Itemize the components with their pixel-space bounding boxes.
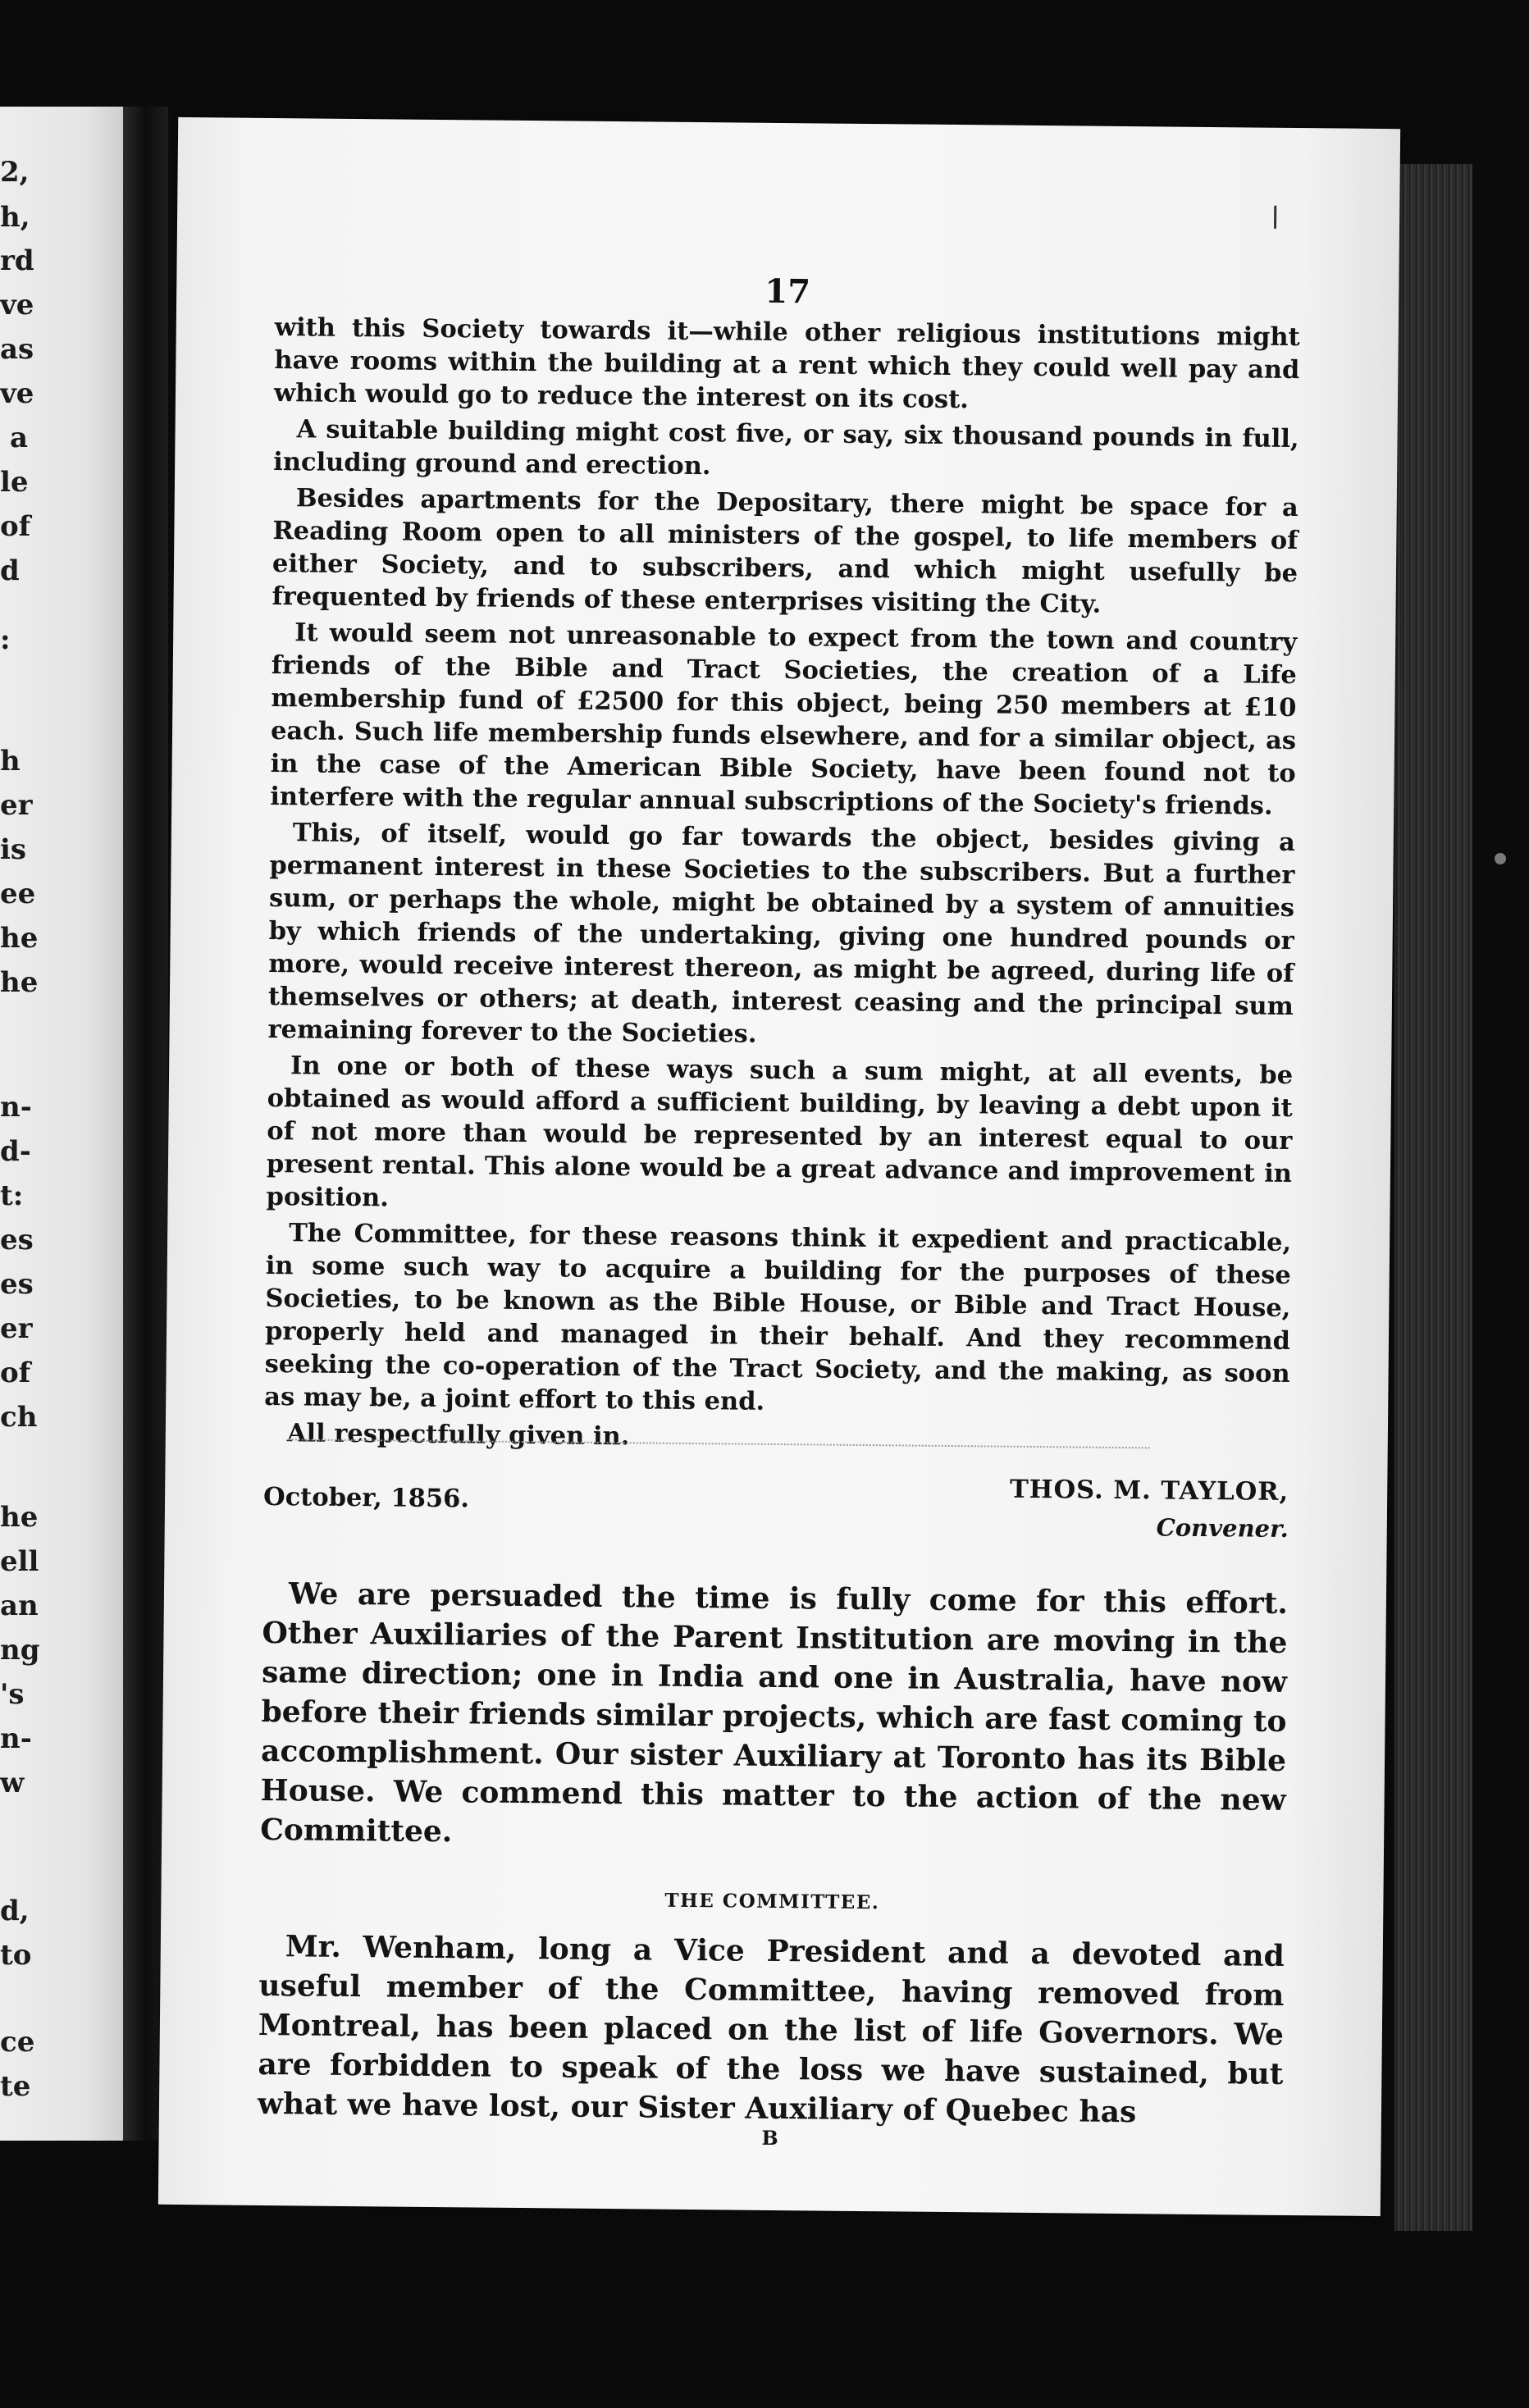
fragment: he bbox=[0, 1501, 39, 1534]
fragment: as bbox=[0, 333, 34, 366]
fragment: is bbox=[0, 833, 27, 866]
fragment: ell bbox=[0, 1545, 39, 1578]
report-signature bbox=[262, 1467, 1289, 1559]
signatory-name: THOS. M. TAYLOR, bbox=[1009, 1474, 1289, 1507]
fragment: an bbox=[0, 1589, 39, 1622]
page-number: 17 bbox=[764, 271, 811, 312]
report-paragraph: Besides apartments for the Depositary, there might be space for a Reading Room open to all ministers of the gospel, to life members of either Society, and to subscribers, and which might usefully be frequented by friends of these enterprises visiting the City. bbox=[272, 483, 1299, 619]
page-17 bbox=[158, 117, 1400, 2216]
report-paragraph: This, of itself, would go far towards the object, besides giving a permanent interest in these Societies to the subscribers. But a further sum, or perhaps the whole, might be obtained by a system of annuities by which friends of the undertaking, giving one hundred pounds or more, would receive interest thereon, as might be agreed, during life of themselves or others; at death, interest ceasing and the principal sum remaining forever to the Societies. bbox=[267, 818, 1295, 1049]
fragment: te bbox=[0, 2070, 31, 2103]
fragment: ce bbox=[0, 2026, 35, 2059]
fragment: he bbox=[0, 922, 39, 955]
fragment: ve bbox=[0, 377, 34, 410]
committee-paragraph: Mr. Wenham, long a Vice President and a devoted and useful member of the Committee, having removed from Montreal, has been placed on the list of life Governors. We are forbidden to speak of the loss we have sustained, but what we have lost, our Sister Auxiliary of Quebec has bbox=[257, 1929, 1285, 2130]
fragment: ee bbox=[0, 878, 36, 910]
report-paragraph: The Committee, for these reasons think it expedient and practicable, in some such way to acquire a building for the purposes of these Societies, to be known as the Bible House, or Bible and Tract House, properly held and managed in their behalf. And they recommend seeking the co-operation of the Tract Society, and the making, as soon as may be, a joint effort to this end. bbox=[264, 1218, 1292, 1416]
committee-report-text bbox=[264, 311, 1300, 1462]
fragment: he bbox=[0, 966, 39, 999]
fragment: d, bbox=[0, 1895, 30, 1927]
fragment: of bbox=[0, 510, 31, 543]
fragment: 2, bbox=[0, 156, 30, 189]
commentary-section bbox=[260, 1574, 1288, 1859]
committee-section bbox=[258, 1927, 1285, 2133]
fragment: : bbox=[0, 623, 11, 656]
fragment: h bbox=[0, 745, 21, 778]
report-paragraph: In one or both of these ways such a sum might, at all events, be obtained as would afford a sufficient building, by leaving a debt upon it of not more than would be represented by an interest equal to our present rental. This alone would be a great advance and improvement in position. bbox=[266, 1051, 1294, 1213]
previous-page-text-fragments bbox=[0, 107, 123, 2141]
section-heading: THE COMMITTEE. bbox=[664, 1889, 880, 1914]
fragment: w bbox=[0, 1767, 25, 1799]
fragment: t: bbox=[0, 1179, 24, 1212]
fragment: of bbox=[0, 1357, 31, 1389]
fragment: d- bbox=[0, 1135, 31, 1168]
fragment: ch bbox=[0, 1401, 38, 1434]
fragment: rd bbox=[0, 244, 34, 277]
fragment: a bbox=[10, 422, 29, 454]
signature-date: October, 1856. bbox=[262, 1481, 470, 1514]
fragment: es bbox=[0, 1268, 34, 1301]
fragment: h, bbox=[0, 201, 30, 234]
signatory-title: Convener. bbox=[1156, 1513, 1289, 1543]
fragment: es bbox=[0, 1224, 34, 1256]
commentary-paragraph: We are persuaded the time is fully come for this effort. Other Auxiliaries of the Parent Institution are moving in the same direction; one in India and one in Australia, have now before their friends similar projects, which are fast coming to accomplishment. Our sister Auxiliary at Toronto has its Bible House. We commend this matter to the action of the new Committee. bbox=[260, 1576, 1289, 1849]
report-paragraph: It would seem not unreasonable to expect from the town and country friends of the Bible and Tract Societies, the creation of a Life membership fund of £2500 for this object, being 250 members at £10 each. Such life membership funds elsewhere, and for a similar object, as in the case of the American Bible Society, have been found not to interfere with the regular annual subscriptions of the Society's friends. bbox=[270, 618, 1298, 821]
fragment: er bbox=[0, 1312, 33, 1345]
fragment: er bbox=[0, 789, 33, 822]
report-paragraph: A suitable building might cost five, or say, six thousand pounds in full, including ground and erection. bbox=[273, 414, 1299, 481]
previous-page-edge bbox=[0, 107, 123, 2141]
fragment: ve bbox=[0, 289, 34, 322]
fragment: 's bbox=[0, 1678, 25, 1711]
printer-signature-mark: B bbox=[761, 2125, 778, 2150]
margin-mark bbox=[1274, 206, 1276, 229]
book-page-edges bbox=[1394, 164, 1472, 2231]
fragment: n- bbox=[0, 1722, 32, 1755]
fragment: le bbox=[0, 466, 29, 499]
fragment: n- bbox=[0, 1091, 32, 1124]
fragment: to bbox=[0, 1939, 32, 1972]
dust-speck bbox=[1495, 853, 1506, 864]
report-paragraph: with this Society towards it—while other religious institutions might have rooms within the building at a rent which they could well pay and which would go to reduce the interest on its cost. bbox=[273, 312, 1300, 415]
report-closing-line: All respectfully given in. bbox=[286, 1418, 630, 1452]
fragment: d bbox=[0, 554, 20, 587]
fragment: ng bbox=[0, 1634, 40, 1667]
